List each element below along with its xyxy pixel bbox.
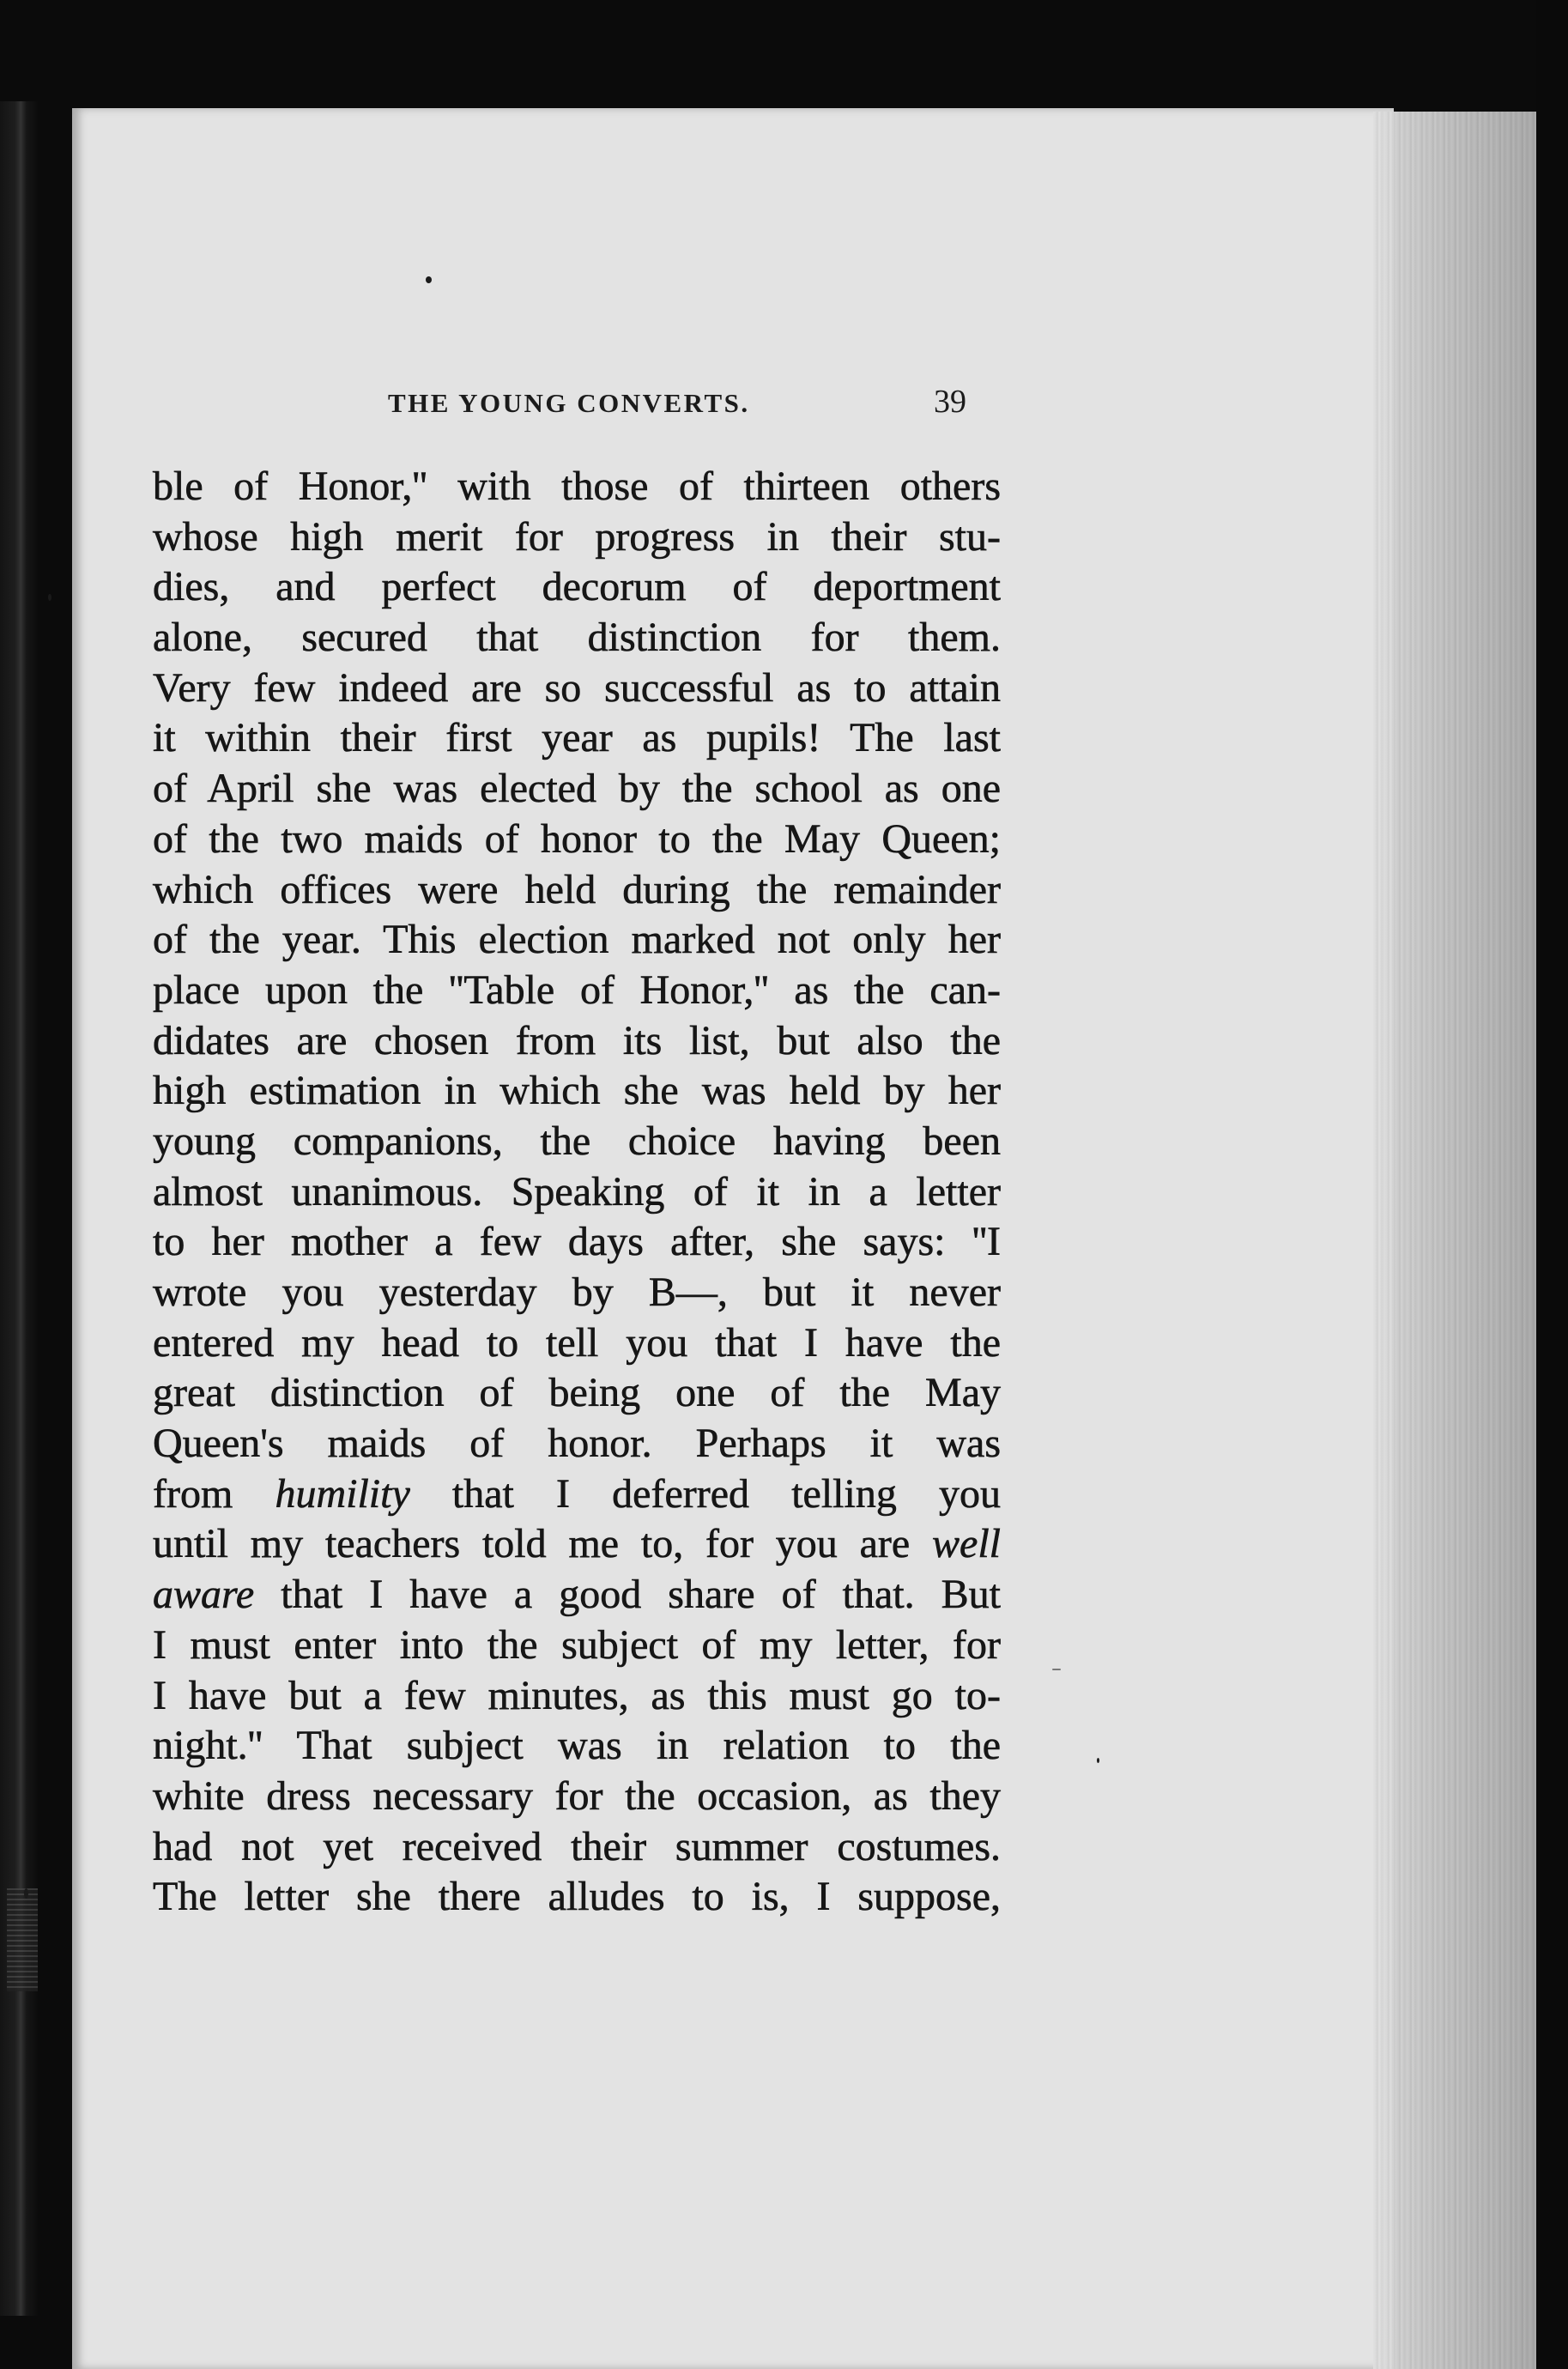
text-segment: young companions, the choice having been (153, 1118, 1001, 1164)
italic-text: aware (153, 1572, 255, 1618)
text-segment: whose high merit for progress in their stu- (153, 513, 1001, 560)
running-head: THE YOUNG CONVERTS. (388, 388, 750, 418)
text-line (153, 1872, 1001, 1923)
text-segment: from (153, 1470, 275, 1517)
text-line (153, 865, 1001, 916)
text-segment: Very few indeed are so successful as to attain (153, 664, 1001, 711)
text-segment: wrote you yesterday by B—, but it never (153, 1269, 1001, 1315)
text-segment: alone, secured that distinction for them. (153, 615, 1001, 661)
text-line (153, 713, 1001, 764)
body-text (153, 462, 1001, 1923)
text-segment: high estimation in which she was held by her (153, 1068, 1001, 1114)
page-number: 39 (934, 384, 966, 420)
text-line (153, 1469, 1001, 1520)
text-segment: place upon the ''Table of Honor,'' as the can- (153, 966, 1001, 1013)
text-segment: of the two maids of honor to the May Queen; (153, 815, 1001, 862)
ink-speck (1097, 1758, 1099, 1763)
text-segment: almost unanimous. Speaking of it in a letter (153, 1168, 1001, 1215)
text-segment: of the year. This election marked not only her (153, 917, 1001, 963)
text-line (153, 1671, 1001, 1722)
scan-background-right (1536, 0, 1568, 2369)
text-segment: of April she was elected by the school as one (153, 766, 1001, 812)
text-line (153, 462, 1001, 512)
text-segment: dies, and perfect decorum of deportment (153, 564, 1001, 610)
ink-speck (24, 1888, 28, 1899)
text-line (153, 1117, 1001, 1167)
text-segment: didates are chosen from its list, but also the (153, 1017, 1001, 1063)
text-line (153, 512, 1001, 563)
page-block-shading (1373, 112, 1536, 2369)
text-segment: The letter she there alludes to is, I suppose, (153, 1874, 1001, 1920)
text-segment: Queen's maids of honor. Perhaps it was (153, 1421, 1001, 1467)
ink-speck (1052, 1669, 1061, 1670)
text-line (153, 915, 1001, 966)
text-line (153, 815, 1001, 865)
text-segment: great distinction of being one of the May (153, 1370, 1001, 1416)
text-line (153, 1217, 1001, 1268)
text-line (153, 1016, 1001, 1067)
text-line (153, 613, 1001, 663)
text-line (153, 663, 1001, 714)
gutter-page-edges (7, 1888, 38, 1991)
text-line (153, 1621, 1001, 1671)
text-line (153, 562, 1001, 613)
text-segment: which offices were held during the remainder (153, 866, 1001, 912)
text-line (153, 1368, 1001, 1419)
text-line (153, 1822, 1001, 1873)
text-segment: until my teachers told me to, for you are (153, 1521, 932, 1567)
italic-text: well (932, 1521, 1001, 1567)
text-line (153, 1772, 1001, 1822)
text-line (153, 966, 1001, 1016)
text-line (153, 1167, 1001, 1218)
text-line (153, 764, 1001, 815)
text-segment: I must enter into the subject of my letter, for (153, 1621, 1001, 1668)
text-segment: night.'' That subject was in relation to the (153, 1723, 1001, 1769)
text-segment: that I have a good share of that. But (254, 1572, 1001, 1618)
ink-speck (48, 594, 51, 601)
text-segment: entered my head to tell you that I have the (153, 1319, 1001, 1366)
text-line (153, 1066, 1001, 1117)
text-segment: that I deferred telling you (409, 1470, 1001, 1517)
text-line (153, 1268, 1001, 1318)
text-segment: I have but a few minutes, as this must go to- (153, 1672, 1001, 1718)
text-segment: to her mother a few days after, she says: ''I (153, 1219, 1001, 1265)
text-segment: white dress necessary for the occasion, as they (153, 1772, 1001, 1819)
italic-text: humility (275, 1470, 410, 1517)
ink-speck (426, 276, 432, 283)
text-line (153, 1318, 1001, 1369)
text-segment: ble of Honor,'' with those of thirteen others (153, 464, 1001, 509)
text-line (153, 1519, 1001, 1570)
text-segment: had not yet received their summer costumes. (153, 1823, 1001, 1869)
text-segment: it within their first year as pupils! The last (153, 715, 1001, 761)
text-line (153, 1419, 1001, 1469)
text-line (153, 1721, 1001, 1772)
text-line (153, 1570, 1001, 1621)
